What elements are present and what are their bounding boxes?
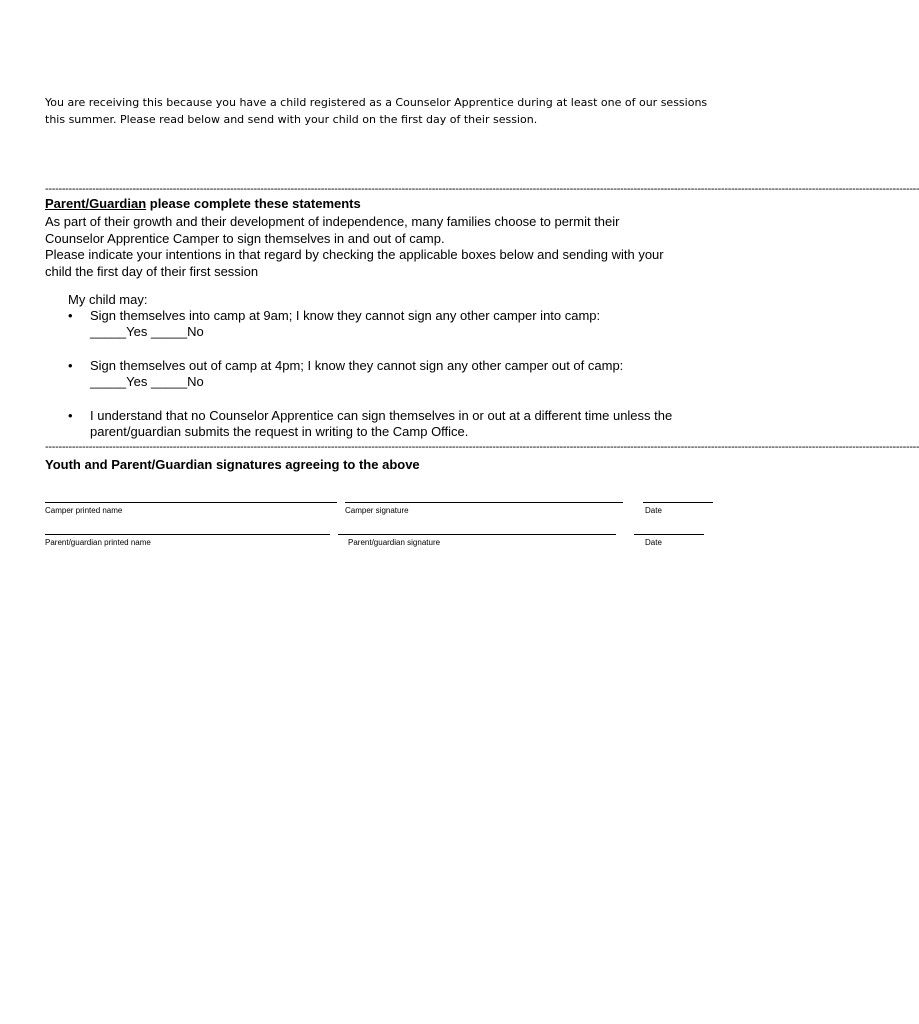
form-heading-underlined: Parent/Guardian bbox=[45, 196, 147, 211]
statement-sign-out-text: Sign themselves out of camp at 4pm; I know they cannot sign any other camper out of camp: bbox=[90, 358, 624, 373]
acknowledgement-line-2: parent/guardian submits the request in writing to the Camp Office. bbox=[90, 424, 469, 439]
intro-line-2: this summer. Please read below and send with your child on the first day of their session. bbox=[45, 113, 538, 126]
bullet: • bbox=[68, 308, 73, 323]
form-heading bbox=[45, 196, 361, 212]
divider-top: -------------------------------------------------------------------------------------------------------------------------------------------------------------------------------------------------------------------------------------------------------------------- bbox=[45, 183, 919, 195]
camper-printed-name-line[interactable] bbox=[45, 502, 337, 503]
paragraph-1-line-2: Counselor Apprentice Camper to sign themselves in and out of camp. bbox=[45, 231, 445, 246]
divider-bottom: -------------------------------------------------------------------------------------------------------------------------------------------------------------------------------------------------------------------------------------------------------------------- bbox=[45, 441, 919, 453]
parent-date-label: Date bbox=[645, 538, 662, 547]
parent-printed-name-line[interactable] bbox=[45, 534, 330, 535]
camper-signature-label: Camper signature bbox=[345, 506, 409, 515]
camper-date-label: Date bbox=[645, 506, 662, 515]
signatures-heading: Youth and Parent/Guardian signatures agreeing to the above bbox=[45, 457, 420, 472]
parent-signature-label: Parent/guardian signature bbox=[348, 538, 441, 547]
paragraph-2-line-2: child the first day of their first session bbox=[45, 264, 259, 279]
camper-signature-line[interactable] bbox=[345, 502, 623, 503]
bullet: • bbox=[68, 408, 73, 423]
parent-signature-line[interactable] bbox=[338, 534, 616, 535]
intro-text bbox=[45, 94, 735, 128]
parent-printed-name-label: Parent/guardian printed name bbox=[45, 538, 151, 547]
paragraph-2-line-1: Please indicate your intentions in that regard by checking the applicable boxes below and sending with your bbox=[45, 247, 664, 262]
camper-printed-name-label: Camper printed name bbox=[45, 506, 123, 515]
intro-line-1: You are receiving this because you have a child registered as a Counselor Apprentice during at least one of our sessions bbox=[45, 96, 708, 109]
statement-sign-in-text: Sign themselves into camp at 9am; I know they cannot sign any other camper into camp: bbox=[90, 308, 601, 323]
sign-in-yes-no-field[interactable]: _____Yes _____No bbox=[90, 324, 204, 339]
form-heading-rest: please complete these statements bbox=[146, 196, 361, 211]
camper-date-line[interactable] bbox=[643, 502, 713, 503]
my-child-may-label: My child may: bbox=[68, 292, 148, 307]
parent-date-line[interactable] bbox=[634, 534, 704, 535]
bullet: • bbox=[68, 358, 73, 373]
paragraph-1-line-1: As part of their growth and their development of independence, many families choose to permit their bbox=[45, 214, 620, 229]
acknowledgement-line-1: I understand that no Counselor Apprentice can sign themselves in or out at a different time unless the bbox=[90, 408, 673, 423]
sign-out-yes-no-field[interactable]: _____Yes _____No bbox=[90, 374, 204, 389]
